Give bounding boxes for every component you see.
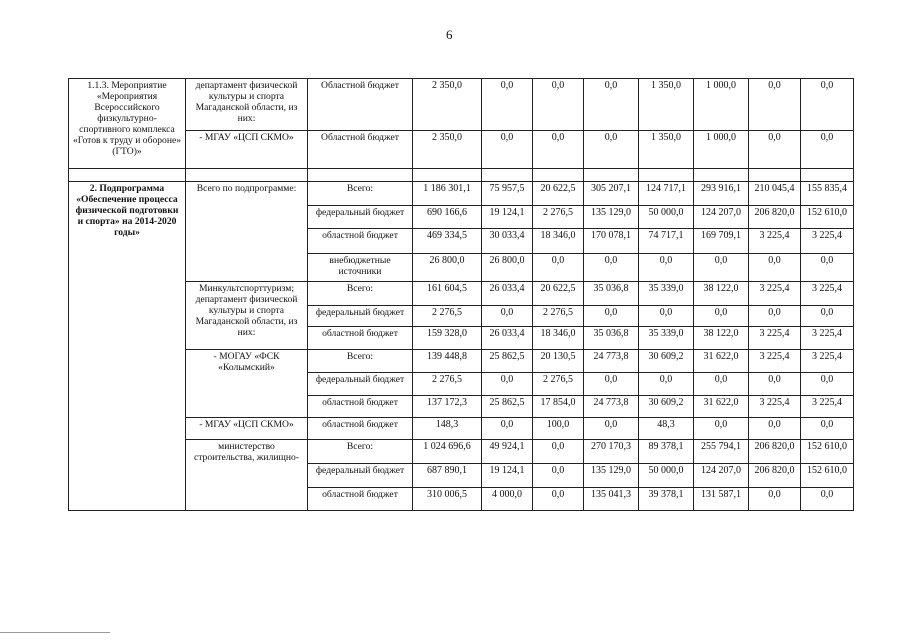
- amount-cell: 18 346,0: [533, 327, 584, 350]
- amount-cell: 3 225,4: [801, 282, 854, 306]
- amount-cell: 305 207,1: [584, 182, 639, 206]
- budget-table: [68, 78, 854, 511]
- amount-cell: 0,0: [584, 373, 639, 396]
- amount-cell: 0,0: [801, 488, 854, 511]
- funding-source-cell: федеральный бюджет: [308, 306, 413, 327]
- amount-cell: 0,0: [639, 254, 694, 282]
- spacer-cell: [749, 169, 801, 182]
- funding-source-cell: Всего:: [308, 182, 413, 206]
- amount-cell: 26 800,0: [413, 254, 482, 282]
- amount-cell: 148,3: [413, 418, 482, 440]
- funding-source-cell: Всего:: [308, 350, 413, 373]
- spacer-cell: [533, 169, 584, 182]
- table-row: [69, 182, 854, 206]
- amount-cell: 0,0: [801, 254, 854, 282]
- amount-cell: 50 000,0: [639, 464, 694, 488]
- amount-cell: 0,0: [533, 79, 584, 131]
- amount-cell: 3 225,4: [801, 350, 854, 373]
- funding-source-cell: Всего:: [308, 282, 413, 306]
- amount-cell: 170 078,1: [584, 229, 639, 254]
- executor-cell: Минкультспорттуризм; департамент физической культуры и спорта Магаданской области, из них:: [186, 282, 308, 350]
- amount-cell: 20 130,5: [533, 350, 584, 373]
- amount-cell: 0,0: [584, 418, 639, 440]
- amount-cell: 35 036,8: [584, 282, 639, 306]
- amount-cell: 3 225,4: [801, 396, 854, 418]
- amount-cell: 0,0: [584, 79, 639, 131]
- funding-source-cell: областной бюджет: [308, 229, 413, 254]
- amount-cell: 35 339,0: [639, 282, 694, 306]
- executor-cell: департамент физической культуры и спорта Магаданской области, из них:: [186, 79, 308, 131]
- amount-cell: 124 207,0: [694, 206, 749, 229]
- funding-source-cell: Областной бюджет: [308, 79, 413, 131]
- amount-cell: 19 124,1: [482, 464, 533, 488]
- amount-cell: 0,0: [482, 373, 533, 396]
- amount-cell: 50 000,0: [639, 206, 694, 229]
- amount-cell: 0,0: [533, 440, 584, 464]
- amount-cell: 38 122,0: [694, 282, 749, 306]
- amount-cell: 3 225,4: [801, 327, 854, 350]
- amount-cell: 687 890,1: [413, 464, 482, 488]
- table-row: [69, 350, 854, 373]
- amount-cell: 0,0: [749, 373, 801, 396]
- amount-cell: 0,0: [694, 254, 749, 282]
- activity-cell: 2. Подпрограмма «Обеспечение процесса физической подготовки и спорта» на 2014-2020 годы»: [69, 182, 186, 511]
- amount-cell: 0,0: [584, 131, 639, 169]
- amount-cell: 0,0: [482, 131, 533, 169]
- executor-cell: - МГАУ «ЦСП СКМО»: [186, 418, 308, 440]
- amount-cell: 0,0: [694, 306, 749, 327]
- amount-cell: 0,0: [749, 306, 801, 327]
- amount-cell: 20 622,5: [533, 282, 584, 306]
- amount-cell: 24 773,8: [584, 396, 639, 418]
- amount-cell: 135 041,3: [584, 488, 639, 511]
- amount-cell: 210 045,4: [749, 182, 801, 206]
- amount-cell: 0,0: [533, 488, 584, 511]
- amount-cell: 3 225,4: [801, 229, 854, 254]
- amount-cell: 24 773,8: [584, 350, 639, 373]
- amount-cell: 135 129,0: [584, 206, 639, 229]
- amount-cell: 0,0: [801, 373, 854, 396]
- amount-cell: 18 346,0: [533, 229, 584, 254]
- amount-cell: 0,0: [694, 373, 749, 396]
- executor-cell: - МОГАУ «ФСК «Колымский»: [186, 350, 308, 418]
- amount-cell: 152 610,0: [801, 464, 854, 488]
- amount-cell: 1 000,0: [694, 79, 749, 131]
- activity-cell: 1.1.3. Мероприятие «Мероприятия Всероссийского физкультурно-спортивного комплекса «Готов к труду и обороне» (ГТО)»: [69, 79, 186, 169]
- funding-source-cell: федеральный бюджет: [308, 464, 413, 488]
- amount-cell: 39 378,1: [639, 488, 694, 511]
- funding-source-cell: Всего:: [308, 440, 413, 464]
- amount-cell: 0,0: [749, 79, 801, 131]
- amount-cell: 159 328,0: [413, 327, 482, 350]
- spacer-cell: [413, 169, 482, 182]
- amount-cell: 26 800,0: [482, 254, 533, 282]
- amount-cell: 161 604,5: [413, 282, 482, 306]
- amount-cell: 0,0: [482, 79, 533, 131]
- executor-cell: - МГАУ «ЦСП СКМО»: [186, 131, 308, 169]
- amount-cell: 31 622,0: [694, 396, 749, 418]
- amount-cell: 0,0: [801, 418, 854, 440]
- spacer-cell: [801, 169, 854, 182]
- executor-cell: министерство строительства, жилищно-: [186, 440, 308, 511]
- amount-cell: 3 225,4: [749, 350, 801, 373]
- spacer-cell: [694, 169, 749, 182]
- amount-cell: 1 186 301,1: [413, 182, 482, 206]
- funding-source-cell: федеральный бюджет: [308, 206, 413, 229]
- amount-cell: 0,0: [749, 254, 801, 282]
- table-row: [69, 440, 854, 464]
- amount-cell: 74 717,1: [639, 229, 694, 254]
- amount-cell: 206 820,0: [749, 206, 801, 229]
- funding-source-cell: областной бюджет: [308, 396, 413, 418]
- amount-cell: 0,0: [749, 488, 801, 511]
- amount-cell: 137 172,3: [413, 396, 482, 418]
- amount-cell: 0,0: [694, 418, 749, 440]
- amount-cell: 2 350,0: [413, 79, 482, 131]
- amount-cell: 0,0: [482, 306, 533, 327]
- spacer-cell: [639, 169, 694, 182]
- amount-cell: 35 339,0: [639, 327, 694, 350]
- amount-cell: 0,0: [749, 131, 801, 169]
- amount-cell: 139 448,8: [413, 350, 482, 373]
- amount-cell: 1 350,0: [639, 131, 694, 169]
- amount-cell: 35 036,8: [584, 327, 639, 350]
- amount-cell: 152 610,0: [801, 440, 854, 464]
- funding-source-cell: Областной бюджет: [308, 131, 413, 169]
- amount-cell: 690 166,6: [413, 206, 482, 229]
- funding-source-cell: областной бюджет: [308, 418, 413, 440]
- amount-cell: 75 957,5: [482, 182, 533, 206]
- amount-cell: 3 225,4: [749, 282, 801, 306]
- amount-cell: 310 006,5: [413, 488, 482, 511]
- amount-cell: 3 225,4: [749, 327, 801, 350]
- amount-cell: 0,0: [639, 373, 694, 396]
- amount-cell: 30 609,2: [639, 396, 694, 418]
- funding-source-cell: областной бюджет: [308, 327, 413, 350]
- table-row: [69, 418, 854, 440]
- amount-cell: 124 717,1: [639, 182, 694, 206]
- table-row: [69, 79, 854, 131]
- table-row: [69, 282, 854, 306]
- amount-cell: 2 276,5: [533, 206, 584, 229]
- amount-cell: 30 609,2: [639, 350, 694, 373]
- amount-cell: 20 622,5: [533, 182, 584, 206]
- funding-source-cell: федеральный бюджет: [308, 373, 413, 396]
- amount-cell: 100,0: [533, 418, 584, 440]
- amount-cell: 270 170,3: [584, 440, 639, 464]
- amount-cell: 169 709,1: [694, 229, 749, 254]
- executor-cell: Всего по подпрограмме:: [186, 182, 308, 282]
- amount-cell: 0,0: [533, 464, 584, 488]
- amount-cell: 17 854,0: [533, 396, 584, 418]
- amount-cell: 0,0: [801, 306, 854, 327]
- funding-source-cell: областной бюджет: [308, 488, 413, 511]
- amount-cell: 0,0: [584, 254, 639, 282]
- amount-cell: 131 587,1: [694, 488, 749, 511]
- spacer-cell: [69, 169, 186, 182]
- amount-cell: 3 225,4: [749, 229, 801, 254]
- amount-cell: 48,3: [639, 418, 694, 440]
- amount-cell: 4 000,0: [482, 488, 533, 511]
- amount-cell: 31 622,0: [694, 350, 749, 373]
- amount-cell: 25 862,5: [482, 350, 533, 373]
- amount-cell: 26 033,4: [482, 282, 533, 306]
- page-number: 6: [446, 27, 453, 42]
- amount-cell: 3 225,4: [749, 396, 801, 418]
- amount-cell: 1 350,0: [639, 79, 694, 131]
- amount-cell: 2 276,5: [533, 306, 584, 327]
- amount-cell: 49 924,1: [482, 440, 533, 464]
- spacer-cell: [584, 169, 639, 182]
- amount-cell: 293 916,1: [694, 182, 749, 206]
- table-spacer-row: [69, 169, 854, 182]
- amount-cell: 0,0: [801, 79, 854, 131]
- amount-cell: 0,0: [584, 306, 639, 327]
- amount-cell: 2 350,0: [413, 131, 482, 169]
- amount-cell: 206 820,0: [749, 464, 801, 488]
- amount-cell: 25 862,5: [482, 396, 533, 418]
- spacer-cell: [186, 169, 308, 182]
- amount-cell: 0,0: [482, 418, 533, 440]
- amount-cell: 19 124,1: [482, 206, 533, 229]
- amount-cell: 1 024 696,6: [413, 440, 482, 464]
- amount-cell: 0,0: [533, 131, 584, 169]
- amount-cell: 135 129,0: [584, 464, 639, 488]
- amount-cell: 2 276,5: [413, 306, 482, 327]
- amount-cell: 469 334,5: [413, 229, 482, 254]
- amount-cell: 152 610,0: [801, 206, 854, 229]
- table-row: [69, 131, 854, 169]
- funding-source-cell: внебюджетные источники: [308, 254, 413, 282]
- amount-cell: 2 276,5: [533, 373, 584, 396]
- amount-cell: 2 276,5: [413, 373, 482, 396]
- footer-rule: [0, 632, 110, 633]
- amount-cell: 0,0: [533, 254, 584, 282]
- amount-cell: 30 033,4: [482, 229, 533, 254]
- spacer-cell: [308, 169, 413, 182]
- amount-cell: 155 835,4: [801, 182, 854, 206]
- amount-cell: 0,0: [749, 418, 801, 440]
- amount-cell: 255 794,1: [694, 440, 749, 464]
- amount-cell: 1 000,0: [694, 131, 749, 169]
- amount-cell: 206 820,0: [749, 440, 801, 464]
- amount-cell: 26 033,4: [482, 327, 533, 350]
- amount-cell: 38 122,0: [694, 327, 749, 350]
- amount-cell: 124 207,0: [694, 464, 749, 488]
- amount-cell: 0,0: [639, 306, 694, 327]
- amount-cell: 0,0: [801, 131, 854, 169]
- amount-cell: 89 378,1: [639, 440, 694, 464]
- spacer-cell: [482, 169, 533, 182]
